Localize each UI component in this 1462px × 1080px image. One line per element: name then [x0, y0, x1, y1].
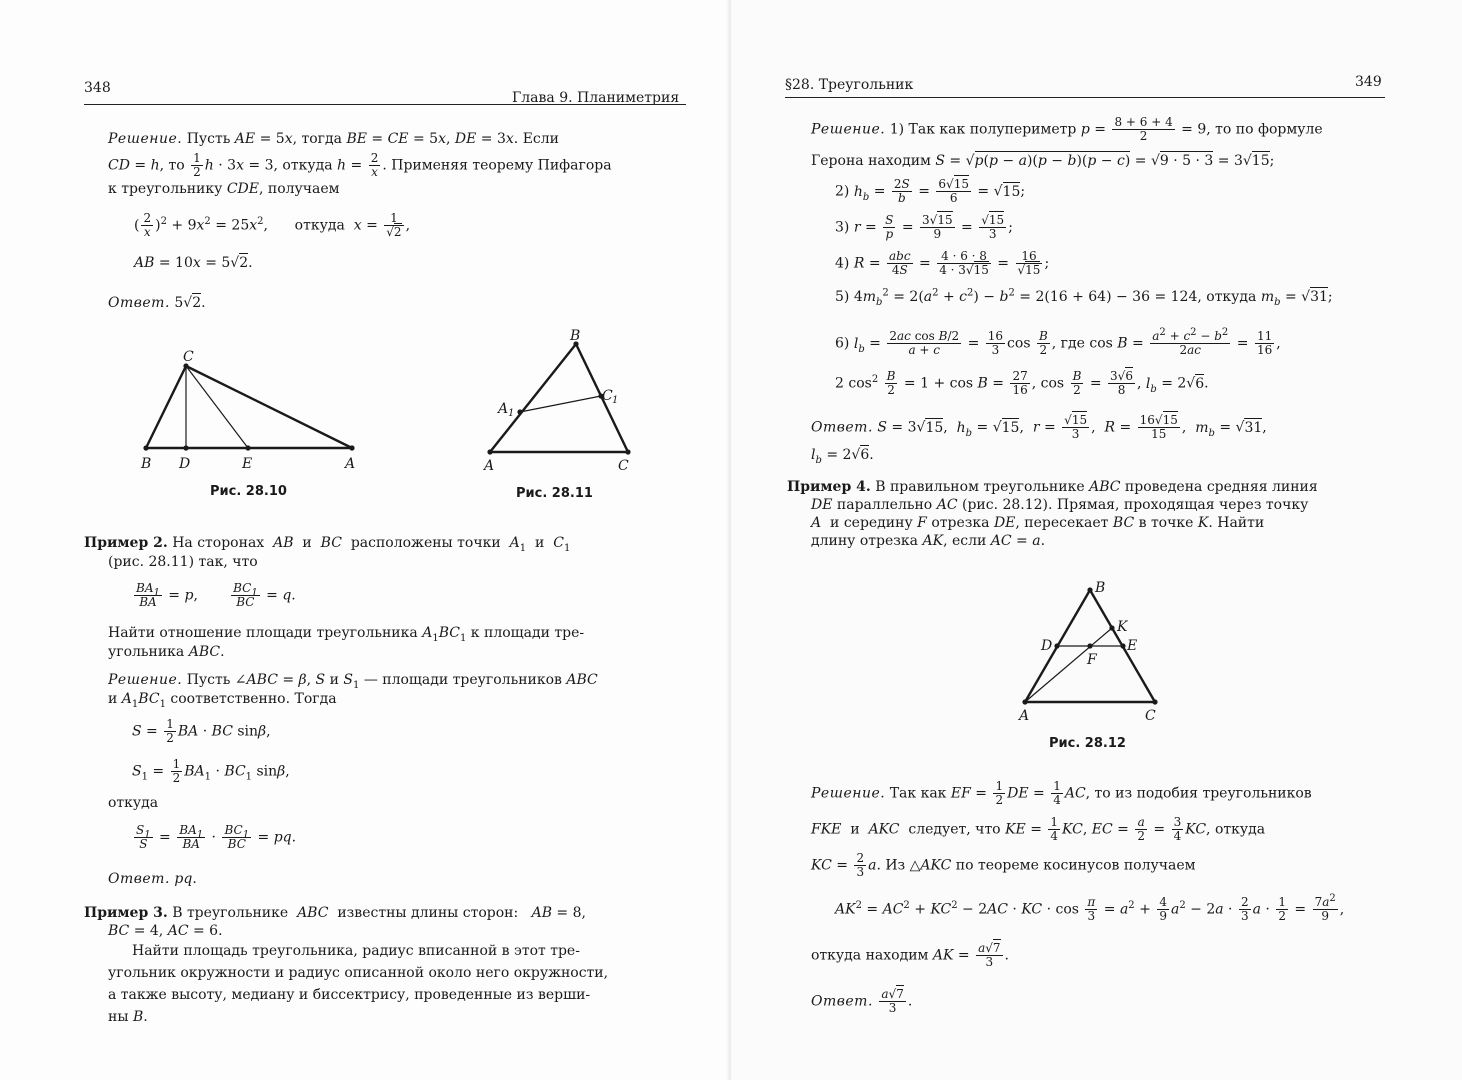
figure-28-10	[136, 344, 366, 476]
label-d: D	[179, 456, 191, 472]
caption-28-11: Рис. 28.11	[516, 486, 593, 501]
example-2-line-4: угольника ABC.	[108, 644, 225, 660]
example-3-task: Найти площадь треугольника, радиус вписанной в этот тре- угольник окружности и радиус описанной около него окружности, а также высоту, медиану и биссектрису, проведенные из верши- ны B.	[108, 943, 609, 1025]
example-3-line-2: BC = 4, AC = 6.	[108, 923, 223, 939]
example-2-ratios: $\frac{BA_1}{BA}$ = p, $\frac{BC_1}{BC}$ = q.	[136, 581, 296, 609]
solution-1-line-2: CD = h, то $\frac{1}{2}$ h · 3x = 3, откуда h = $\frac{2}{x}$ . Применяя теорему Пифагора	[108, 151, 612, 179]
running-head: Глава 9. Планиметрия	[512, 90, 680, 106]
solution-4-line-2: FKE и AKC следует, что KE = $\frac{1}{4}$ KC, EC = $\frac{a}{2}$ = $\frac{3}{4}$ KC, откуда	[811, 815, 1266, 843]
solution-3-step-6-cont: 2 $\cos^2$ $\frac{B}{2}$ = 1 + cos B = $\frac{27}{16}$ , cos $\frac{B}{2}$ = $\frac{3√6}{8}$ , $l_b = 2√6$.	[835, 369, 1209, 397]
solution-4-line-4: откуда находим AK = $\frac{a√7}{3}$ .	[811, 941, 1009, 969]
caption-28-12: Рис. 28.12	[1049, 736, 1126, 751]
label-c: C	[183, 349, 194, 365]
solution-2-line-2: и $A_1BC_1$ соответственно. Тогда	[108, 691, 337, 710]
label-c: C	[1145, 708, 1156, 724]
example-3-line-1: Пример 3. В треугольнике ABC известны длины сторон: AB = 8,	[84, 905, 586, 921]
answer-2: Ответ. pq.	[108, 871, 197, 887]
label-a: A	[1019, 708, 1030, 724]
header-rule	[785, 97, 1385, 98]
label-a: A	[484, 458, 495, 474]
label-b: B	[570, 328, 581, 344]
label-a1: A	[498, 401, 509, 417]
label-e: E	[242, 456, 253, 472]
equation-pythagoras: ( $\frac{2}{x}$ )$^2 + 9x^2 = 25x^2$, откуда x = $\frac{1}{√2}$ ,	[134, 211, 411, 239]
equation-ab: AB = 10x = 5√2.	[134, 255, 253, 271]
figure-28-12	[1013, 574, 1163, 726]
solution-2-line-1: Решение. Пусть ∠ABC = β, S и $S_1$ — площади треугольников ABC	[108, 672, 598, 691]
right-page	[731, 0, 1462, 1080]
example-2-line-2: (рис. 28.11) так, что	[108, 554, 258, 570]
page-number: 348	[84, 80, 111, 96]
header-rule	[84, 104, 686, 105]
solution-2-whence: откуда	[108, 795, 159, 811]
label-c1: C	[602, 388, 613, 404]
equation-area-s: S = $\frac{1}{2}$ BA · BC sinβ,	[132, 717, 271, 745]
solution-3-step-6: 6) $l_b$ = $\frac{\text{2ac cos B/2}}{a + c}$ = $\frac{16}{3}$ cos $\frac{B}{2}$ , где cos B = $\frac{a^2 + c^2 - b^2}{2ac}$ = $\frac{11}{16}$ ,	[835, 327, 1281, 357]
running-head: §28. Треугольник	[785, 77, 914, 93]
label-a1-subscript: 1	[508, 408, 515, 419]
answer-3-line-2: $l_b = 2√6$.	[811, 447, 874, 466]
solution-3-step-5: 5) $4m_b^2 = 2(a^2 + c^2) - b^2 = 2(16 + 64) - 36 = 124$, откуда $m_b = √31$;	[835, 287, 1333, 308]
solution-4-line-3: KC = $\frac{2}{3}$ a. Из △AKC по теореме косинусов получаем	[811, 851, 1196, 879]
equation-area-s1: $S_1$ = $\frac{1}{2}$ $BA_1 \cdot BC_1$ sinβ,	[132, 757, 290, 785]
figure-28-11	[478, 322, 648, 474]
solution-3-step-2: 2) $h_b$ = $\frac{2S}{b}$ = $\frac{6√15}{6}$ = √15;	[835, 177, 1026, 205]
label-c: C	[618, 458, 629, 474]
solution-4-line-1: Решение. Так как EF = $\frac{1}{2}$ DE = $\frac{1}{4}$ AC, то из подобия треугольников	[811, 779, 1312, 807]
label-f: F	[1087, 652, 1097, 668]
page-number: 349	[1355, 74, 1382, 90]
label-c1-subscript: 1	[612, 395, 619, 406]
solution-3-heron: Герона находим S = √p(p − a)(p − b)(p − c) = √9 · 5 · 3 = 3√15;	[811, 153, 1275, 169]
example-4-line-1: Пример 4. В правильном треугольнике ABC проведена средняя линия	[787, 479, 1318, 495]
solution-1-line-1: Решение. Пусть AE = 5x, тогда BE = CE = 5x, DE = 3x. Если	[108, 131, 559, 147]
example-4-line-3: A и середину F отрезка DE, пересекает BC в точке K. Найти	[811, 515, 1265, 531]
caption-28-10: Рис. 28.10	[210, 484, 287, 499]
label-d: D	[1041, 638, 1053, 654]
label-a: A	[345, 456, 356, 472]
answer-1: Ответ. 5√2.	[108, 295, 206, 311]
example-4-line-4: длину отрезка AK, если AC = a.	[811, 533, 1046, 549]
solution-1-line-3: к треугольнику CDE, получаем	[108, 181, 340, 197]
label-b: B	[1095, 580, 1106, 596]
solution-3-step-4: 4) R = $\frac{\text{abc}}{4S}$ = $\frac{4 \cdot 6 \cdot 8}{4 \cdot 3√15}$ = $\frac{16}{√15}$ ;	[835, 249, 1050, 277]
label-k: K	[1117, 619, 1128, 635]
label-e: E	[1127, 638, 1138, 654]
answer-3-line-1: Ответ. S = 3√15, $h_b = √15$, r = $\frac{√15}{3}$ , R = $\frac{16√15}{15}$ , $m_b = √31$,	[811, 413, 1267, 441]
equation-cosine-law: $AK^2 = AC^2 + KC^2 - 2AC$ · KC · cos $\frac{\pi}{3}$ = $a^2$ + $\frac{4}{9}$ $a^2 - 2a$ · $\frac{2}{3}$ a · $\frac{1}{2}$ = $\frac{7a^2}{9}$ ,	[835, 893, 1345, 923]
answer-4: Ответ. $\frac{a√7}{3}$ .	[811, 987, 913, 1015]
example-2-line-3: Найти отношение площади треугольника $A_1BC_1$ к площади тре-	[108, 625, 585, 644]
example-4-line-2: DE параллельно AC (рис. 28.12). Прямая, проходящая через точку	[811, 497, 1309, 513]
example-2-line-1: Пример 2. На сторонах AB и BC расположены точки $A_1$ и $C_1$	[84, 535, 571, 554]
label-b: B	[141, 456, 152, 472]
equation-ratio: $\frac{S_1}{S}$ = $\frac{BA_1}{BA}$ · $\frac{BC_1}{BC}$ = pq.	[136, 823, 297, 851]
solution-3-line-1: Решение. 1) Так как полупериметр p = $\frac{8 + 6 + 4}{2}$ = 9, то по формуле	[811, 115, 1323, 143]
solution-3-step-3: 3) r = $\frac{S}{p}$ = $\frac{3√15}{9}$ = $\frac{√15}{3}$ ;	[835, 213, 1013, 241]
